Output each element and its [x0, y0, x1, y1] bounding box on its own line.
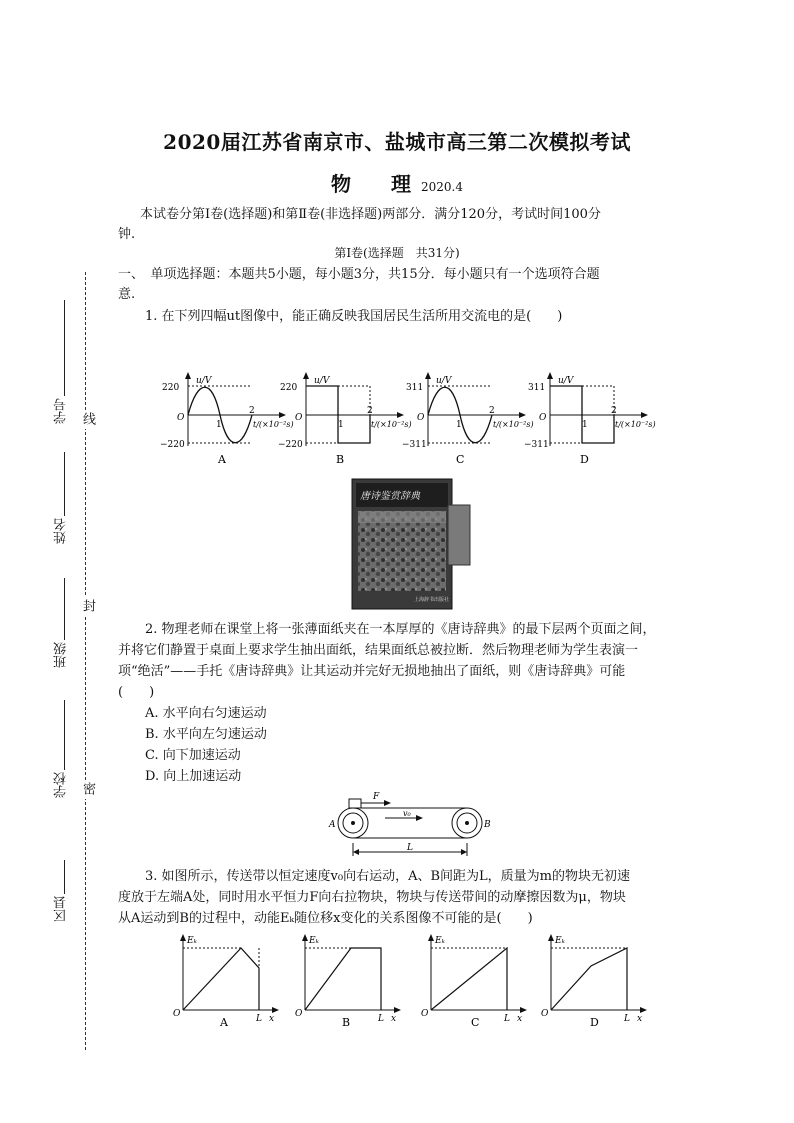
q3-A-xlabel: x: [269, 1014, 275, 1024]
q1-B-ylabel: u/V: [314, 376, 330, 386]
q2-stem-line4: ( ): [118, 685, 155, 700]
book-publisher: 上海辞书出版社: [414, 597, 450, 603]
q1-B-origin: O: [295, 413, 303, 423]
conveyor-L: L: [407, 843, 413, 853]
q3-D-L: L: [624, 1014, 630, 1024]
binding-mark-mi: 密: [78, 780, 94, 799]
q3-A-L: L: [256, 1014, 262, 1024]
q3-B-origin: O: [295, 1009, 303, 1019]
q1-C-ymax: 311: [406, 383, 424, 393]
q3-C-L: L: [504, 1014, 510, 1024]
q1-C-xlabel: t/(×10⁻²s): [493, 420, 534, 429]
q1-C-tick2: 2: [489, 406, 495, 416]
q1-graph-D: [524, 372, 656, 466]
q1-graphs: [160, 368, 670, 468]
q1-B-tick2: 2: [367, 406, 373, 416]
field-xuehao[interactable]: 学号: [50, 300, 70, 430]
q2-stem-line1: 2. 物理老师在课堂上将一张薄面纸夹在一本厚厚的《唐诗辞典》的最下层两个页面之间，: [145, 622, 656, 637]
q1-A-ymax: 220: [162, 383, 180, 393]
q3-B-xlabel: x: [391, 1014, 397, 1024]
binding-mark-feng: 封: [78, 597, 94, 616]
q3-graphs: [165, 930, 665, 1030]
conveyor-A: A: [329, 820, 336, 830]
conveyor-F: F: [373, 792, 380, 802]
q1-A-ylabel: u/V: [196, 376, 212, 386]
q3-D-origin: O: [541, 1009, 549, 1019]
q1-B-ymax: 220: [280, 383, 298, 393]
q1-A-tick2: 2: [249, 406, 255, 416]
q3-graph-A: [173, 934, 279, 1029]
q1-C-ymin: −311: [402, 440, 427, 450]
q1-B-xlabel: t/(×10⁻²s): [371, 420, 412, 429]
q1-D-xlabel: t/(×10⁻²s): [615, 420, 656, 429]
q1-graph-B: [278, 372, 412, 466]
intro-line1: 本试卷分第Ⅰ卷(选择题)和第Ⅱ卷(非选择题)两部分．满分120分，考试时间100分: [140, 207, 601, 222]
book-image: [350, 477, 474, 611]
q2-stem-line3: 项“绝活”——手托《唐诗辞典》让其运动并完好无损地抽出了面纸，则《唐诗辞典》可能: [118, 664, 626, 679]
q1-A-ymin: −220: [160, 440, 185, 450]
q1-graph-C: [402, 372, 534, 466]
q3-B-label: B: [342, 1016, 351, 1029]
exam-date: 2020.4: [421, 180, 463, 194]
q3-D-ylabel: Eₖ: [555, 936, 565, 946]
q1-graph-A: [160, 372, 294, 466]
q1-C-origin: O: [417, 413, 425, 423]
q2-option-d[interactable]: D. 向上加速运动: [145, 769, 242, 784]
q3-D-label: D: [590, 1016, 599, 1029]
q1-D-origin: O: [539, 413, 547, 423]
subject-name: 物 理: [331, 172, 411, 196]
field-quxian[interactable]: 区县: [50, 860, 70, 930]
exam-title: 2020届江苏省南京市、盐城市高三第二次模拟考试: [163, 130, 631, 154]
q1-D-ymax: 311: [528, 383, 546, 393]
q3-A-ylabel: Eₖ: [187, 936, 197, 946]
q1-C-label: C: [456, 453, 465, 466]
conveyor-v0: v₀: [403, 809, 411, 818]
q3-C-xlabel: x: [517, 1014, 523, 1024]
field-banji[interactable]: 班级: [50, 578, 70, 678]
q1-A-label: A: [218, 453, 226, 466]
q1-D-ylabel: u/V: [558, 376, 574, 386]
q1-B-tick1: 1: [338, 420, 344, 430]
q3-B-L: L: [378, 1014, 384, 1024]
q3-stem-line3: 从A运动到B的过程中，动能Eₖ随位移x变化的关系图像不可能的是( ): [118, 911, 533, 926]
q1-stem: 1. 在下列四幅ut图像中，能正确反映我国居民生活所用交流电的是( ): [145, 309, 563, 324]
conveyor-diagram: [325, 788, 495, 858]
binding-mark-xian: 线: [78, 410, 94, 429]
q1-D-tick1: 1: [582, 420, 588, 430]
q1-B-ymin: −220: [278, 440, 303, 450]
q1-A-tick1: 1: [216, 420, 222, 430]
q1-A-xlabel: t/(×10⁻²s): [253, 420, 294, 429]
q3-C-origin: O: [421, 1009, 429, 1019]
field-xuexiao[interactable]: 学校: [50, 700, 70, 804]
q3-A-origin: O: [173, 1009, 181, 1019]
q2-stem-line2: 并将它们静置于桌面上要求学生抽出面纸，结果面纸总被拉断．然后物理老师为学生表演一: [118, 643, 639, 658]
section1-line2: 意.: [118, 287, 136, 302]
binding-line: [85, 272, 86, 1050]
q3-A-label: A: [220, 1016, 228, 1029]
q3-graph-D: [541, 934, 647, 1029]
intro-line2: 钟.: [118, 227, 136, 242]
q2-option-c[interactable]: C. 向下加速运动: [145, 748, 241, 763]
section1-line1: 一、 单项选择题：本题共5小题，每小题3分，共15分．每小题只有一个选项符合题: [118, 267, 600, 282]
subject-line: [0, 168, 794, 197]
q2-option-a[interactable]: A. 水平向右匀速运动: [145, 706, 267, 721]
q2-option-b[interactable]: B. 水平向左匀速运动: [145, 727, 267, 742]
q3-B-ylabel: Eₖ: [309, 936, 319, 946]
q1-D-label: D: [580, 453, 589, 466]
q1-C-tick1: 1: [456, 420, 462, 430]
q1-D-ymin: −311: [524, 440, 549, 450]
q3-D-xlabel: x: [637, 1014, 643, 1024]
field-xingming[interactable]: 姓名: [50, 452, 70, 552]
q3-C-ylabel: Eₖ: [435, 936, 445, 946]
q1-A-origin: O: [177, 413, 185, 423]
q1-D-tick2: 2: [611, 406, 617, 416]
book-title: 唐诗鉴赏辞典: [360, 491, 420, 502]
q1-C-ylabel: u/V: [436, 376, 452, 386]
q1-B-label: B: [336, 453, 345, 466]
q3-C-label: C: [471, 1016, 480, 1029]
q3-graph-C: [421, 934, 527, 1029]
q3-stem-line2: 度放于左端A处，同时用水平恒力F向右拉物块，物块与传送带间的动摩擦因数为μ，物块: [118, 890, 626, 905]
q3-graph-B: [295, 934, 401, 1029]
q3-stem-line1: 3. 如图所示，传送带以恒定速度v₀向右运动，A、B间距为L，质量为m的物块无初速: [145, 869, 630, 884]
conveyor-B: B: [484, 820, 491, 830]
part1-header: 第Ⅰ卷(选择题 共31分): [334, 246, 460, 260]
